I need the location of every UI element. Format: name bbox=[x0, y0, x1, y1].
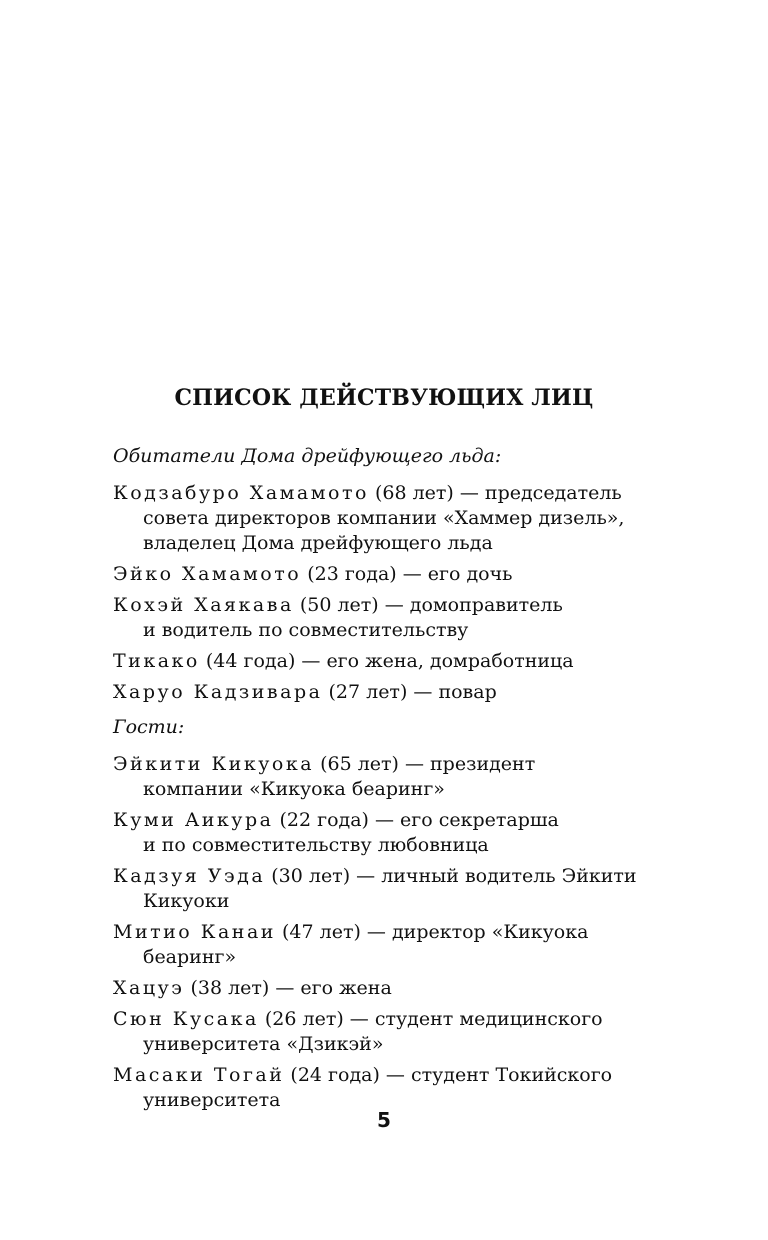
character-description: (44 года) — его жена, домработница bbox=[199, 650, 574, 672]
character-entry bbox=[113, 649, 673, 674]
character-description: (23 года) — его дочь bbox=[301, 563, 513, 585]
character-description: (26 лет) — студент медицинского bbox=[258, 1008, 603, 1030]
character-name: Тикако bbox=[113, 650, 200, 672]
entry-first-line bbox=[113, 1007, 673, 1032]
character-description: (30 лет) — личный водитель Эйкити bbox=[265, 865, 637, 887]
section-residents bbox=[113, 445, 673, 711]
character-entry bbox=[113, 481, 673, 556]
character-list bbox=[113, 481, 673, 705]
entry-first-line bbox=[113, 562, 673, 587]
character-name: Кадзуя Уэда bbox=[113, 865, 266, 887]
character-description: (68 лет) — председатель bbox=[368, 482, 622, 504]
entry-continuation-line: беаринг» bbox=[143, 946, 237, 968]
character-description: (65 лет) — президент bbox=[314, 753, 536, 775]
character-entry bbox=[113, 808, 673, 858]
section-heading: Гости: bbox=[113, 716, 185, 738]
character-name: Сюн Кусака bbox=[113, 1008, 259, 1030]
character-description: (22 года) — его секретарша bbox=[273, 809, 559, 831]
character-description: (24 года) — студент Токийского bbox=[284, 1064, 613, 1086]
section-heading: Обитатели Дома дрейфующего льда: bbox=[113, 445, 502, 467]
entry-first-line bbox=[113, 752, 673, 777]
entry-continuation-line: университета bbox=[143, 1089, 281, 1111]
character-entry bbox=[113, 562, 673, 587]
character-entry bbox=[113, 976, 673, 1001]
character-entry bbox=[113, 593, 673, 643]
character-entry bbox=[113, 1007, 673, 1057]
entry-first-line bbox=[113, 976, 673, 1001]
entry-continuation-line: университета «Дзикэй» bbox=[143, 1033, 384, 1055]
character-entry bbox=[113, 752, 673, 802]
page-number: 5 bbox=[377, 1108, 391, 1132]
character-entry bbox=[113, 680, 673, 705]
entry-continuation-line: компании «Кикуока беаринг» bbox=[143, 778, 445, 800]
character-description: (50 лет) — домоправитель bbox=[293, 594, 563, 616]
entry-continuation-line: и водитель по совместительству bbox=[143, 619, 469, 641]
entry-first-line bbox=[113, 808, 673, 833]
section-guests bbox=[113, 716, 673, 1119]
entry-first-line bbox=[113, 593, 673, 618]
entry-first-line bbox=[113, 1063, 673, 1088]
character-description: (27 лет) — повар bbox=[322, 681, 497, 703]
entry-continuation-line: Кикуоки bbox=[143, 890, 230, 912]
character-entry bbox=[113, 864, 673, 914]
character-entry bbox=[113, 1063, 673, 1113]
character-name: Эйкити Кикуока bbox=[113, 753, 315, 775]
character-name: Масаки Тогай bbox=[113, 1064, 285, 1086]
entry-first-line bbox=[113, 864, 673, 889]
character-name: Харуо Кадзивара bbox=[113, 681, 323, 703]
character-description: (47 лет) — директор «Кикуока bbox=[275, 921, 589, 943]
character-name: Кодзабуро Хамамото bbox=[113, 482, 369, 504]
entry-first-line bbox=[113, 920, 673, 945]
character-name: Митио Канаи bbox=[113, 921, 276, 943]
entry-continuation-line: владелец Дома дрейфующего льда bbox=[143, 532, 493, 554]
character-name: Куми Аикура bbox=[113, 809, 274, 831]
entry-first-line bbox=[113, 481, 673, 506]
character-description: (38 лет) — его жена bbox=[184, 977, 392, 999]
entry-first-line bbox=[113, 649, 673, 674]
character-name: Эйко Хамамото bbox=[113, 563, 302, 585]
entry-continuation-line: и по совместительству любовница bbox=[143, 834, 489, 856]
entry-continuation-line: совета директоров компании «Хаммер дизель», bbox=[143, 507, 625, 529]
entry-first-line bbox=[113, 680, 673, 705]
character-name: Хацуэ bbox=[113, 977, 185, 999]
character-list bbox=[113, 752, 673, 1113]
character-name: Кохэй Хаякава bbox=[113, 594, 294, 616]
character-entry bbox=[113, 920, 673, 970]
page-title: СПИСОК ДЕЙСТВУЮЩИХ ЛИЦ bbox=[174, 385, 594, 411]
